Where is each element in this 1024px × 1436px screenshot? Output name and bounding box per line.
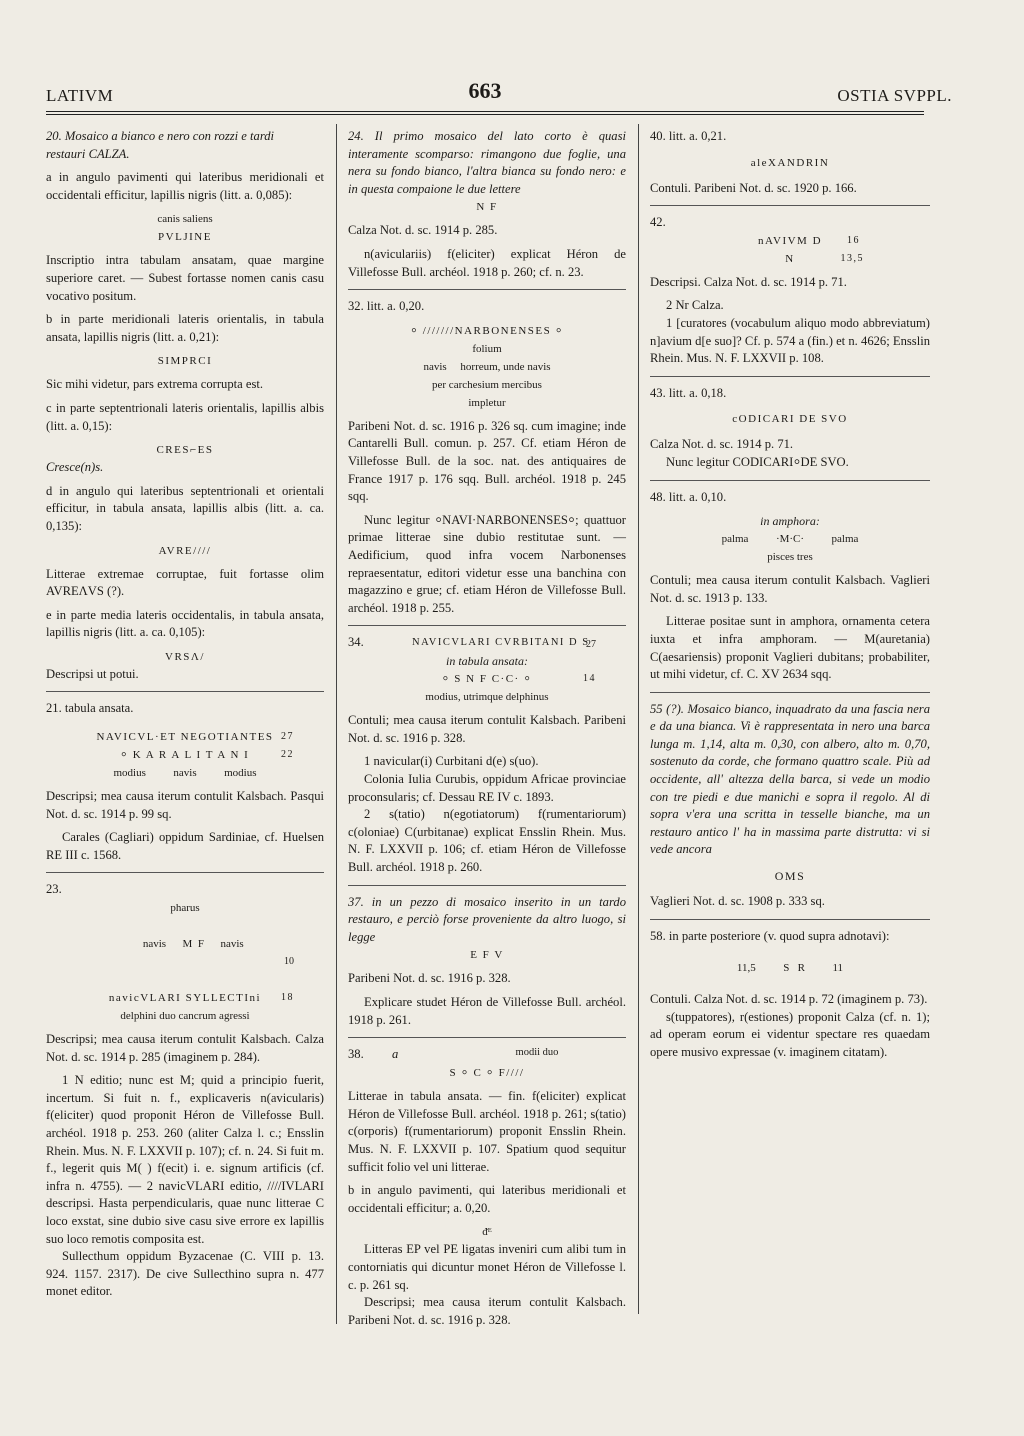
- entry-34-note-1: in tabula ansata:: [445, 654, 528, 669]
- page-header: [46, 78, 952, 108]
- entry-58-inscription: 11,5 S R 11: [736, 962, 844, 975]
- entry-20a: a in angulo pavimenti qui lateribus meridionali et occidentali efficitur, lapillis nigris (litt. a. 0,085):: [46, 170, 324, 202]
- entry-20c-text: Cresce(n)s.: [46, 460, 104, 475]
- entry-38-headline: [348, 1046, 626, 1064]
- entry-23-note-1: pharus: [170, 902, 200, 915]
- entry-20c-inscription: CRES⌐ES: [156, 444, 214, 457]
- entry-37-text: 37. in un pezzo di mosaico inserito in un tardo restauro, e perciò forse proveniente da altro luogo, si legge: [348, 894, 626, 944]
- entry-32-note-4: impletur: [468, 396, 506, 409]
- entry-20a-inscription: PVLJINE: [158, 231, 212, 244]
- entry-20e-inscription: VRSΛ/: [165, 650, 205, 663]
- entry-separator: [348, 1037, 626, 1038]
- entry-34-text-3: Colonia Iulia Curubis, oppidum Africae provinciae proconsularis; cf. Dessau RE IV c. 1893.: [348, 772, 626, 804]
- entry-24-inscription: N F: [476, 201, 498, 214]
- entry-23-text-3: Sullecthum oppidum Byzacenae (C. VIII p. 13. 924. 1157. 2317). De cive Sullecthino supra n. 477 monet editor.: [46, 1249, 324, 1299]
- entry-42-size-1: 16: [847, 234, 860, 246]
- entry-37-ref-2: Explicare studet Héron de Villefosse Bull. archéol. 1918 p. 261.: [348, 995, 626, 1027]
- entry-34-line-2: ⸰ S N F C·C· ⸰: [442, 673, 532, 686]
- entry-34-note-2: modius, utrimque delphinus: [425, 691, 549, 704]
- header-rule: [46, 111, 924, 112]
- page-number: 663: [468, 78, 502, 103]
- entry-23-head: 23.: [46, 882, 62, 897]
- entry-42-size-2: 13,5: [840, 252, 864, 264]
- entry-32-head: 32. litt. a. 0,20.: [348, 299, 425, 314]
- entry-38-text-1: Litterae in tabula ansata. — fin. f(eliciter) explicat Héron de Villefosse Bull. archéol. 1918 p. 261; s(tatio) c(orporis) f(rumentariorum) proponit Ensslin Rhein. Mus. N. F. LXXVII p. 107. Spatium quod sequitur sufficit folio vel uni litterae.: [348, 1089, 626, 1174]
- entry-separator: [650, 919, 930, 920]
- entry-40-ref: Contuli. Paribeni Not. d. sc. 1920 p. 166.: [650, 180, 857, 195]
- entry-separator: [348, 885, 626, 886]
- entry-48-note-1: in amphora:: [760, 514, 820, 529]
- entry-40-inscription: aleXANDRIN: [750, 156, 830, 169]
- entry-38-a: a: [392, 1047, 399, 1062]
- entry-58-text-2: s(tuppatores), r(estiones) proponit Calza (cf. n. 1); ad operam eorum ei videntur spectare res quaedam opere musivo expressae (v. imaginem citatam).: [650, 1009, 930, 1059]
- entry-21-line-2: ⸰ K A R A L I T A N I: [120, 749, 250, 762]
- entry-34-text-2: 1 navicular(i) Curbitani d(e) s(uo).: [364, 754, 539, 769]
- entry-34-text-4: 2 s(tatio) n(egotiatorum) f(rumentariorum) c(oloniae) C(urbitanae) explicat Ensslin Rhein. Mus. N. F. LXXVII p. 106; cf. etiam Héron de Villefosse Bull. archéol. 1918 p. 260.: [348, 807, 626, 875]
- column-left: [46, 128, 324, 1301]
- entry-32-text-2: Nunc legitur ⸰NAVI·NARBONENSES⸰; quattuor primae litterae sine dubio restitutae sunt. — Aedificium, quod infra vocem Narbonenses repraesentatur, editori videtur esse una banchina con magazzino e grue; cf. etiam Héron de Villefosse Bull. archéol. 1918 p. 255.: [348, 512, 626, 615]
- entry-20e: e in parte media lateris occidentalis, in tabula ansata, lapillis nigris (litt. a. ca. 0,105):: [46, 607, 324, 640]
- entry-20e-text: Descripsi ut potui.: [46, 666, 139, 681]
- entry-separator: [650, 692, 930, 693]
- entry-21-inscription-1: [46, 728, 324, 746]
- entry-20d-inscription: AVRE////: [158, 544, 212, 557]
- entry-21-inscription-2: [46, 746, 324, 764]
- entry-32-note-2: navis horreum, unde navis: [423, 360, 551, 373]
- entry-38-b: b in angulo pavimenti, qui lateribus meridionali et occidentali efficitur; a. 0,20.: [348, 1183, 626, 1215]
- entry-24-ref-1: Calza Not. d. sc. 1914 p. 285.: [348, 223, 498, 238]
- entry-43-head: 43. litt. a. 0,18.: [650, 385, 727, 400]
- entry-21-text-1: Descripsi; mea causa iterum contulit Kalsbach. Pasqui Not. d. sc. 1914 p. 99 sq.: [46, 789, 324, 821]
- entry-32-note-3: per carchesium mercibus: [432, 378, 542, 391]
- entry-separator: [650, 480, 930, 481]
- column-divider: [336, 124, 337, 1324]
- entry-34-headline: [348, 634, 626, 652]
- entry-38-head: 38.: [348, 1047, 364, 1062]
- entry-21-line-1: NAVICVL·ET NEGOTIANTES: [96, 731, 274, 744]
- entry-55-text: 55 (?). Mosaico bianco, inquadrato da una fascia nera e da una bianca. Vi è rappresentata in nero una barca lunga m. 1,14, alta m. 0,30, con albero, alto m. 0,70, sostenuto da corde, che formano quattro scale. Più ad occidente, all' altezza della barca, si vede un modio con tre piedi e due manichi e sopra il regolo. Al di sopra v'era una scritta in tesselle bianche, ma un restauro antico l' ha in massima parte distrutta: vi si vede ancora: [650, 701, 930, 857]
- entry-38-inscription: S ⸰ C ⸰ F////: [449, 1067, 525, 1080]
- entry-20c: c in parte septentrionali lateris orientalis, lapillis albis (litt. a. 0,15):: [46, 400, 324, 433]
- entry-20b-text: Sic mihi videtur, pars extrema corrupta est.: [46, 377, 264, 392]
- entry-23-text-1: Descripsi; mea causa iterum contulit Kalsbach. Calza Not. d. sc. 1914 p. 285 (imaginem p. 284).: [46, 1032, 324, 1064]
- entry-21-size-1: 27: [281, 731, 294, 743]
- column-right: [650, 128, 930, 1062]
- header-rule-thin: [46, 114, 924, 115]
- entry-37-inscription: E F V: [470, 949, 504, 962]
- entry-20a-note: canis saliens: [157, 213, 213, 226]
- entry-23-note-2: delphini duo cancrum agressi: [120, 1010, 250, 1023]
- entry-20-title-2: restauri CALZA.: [46, 146, 130, 161]
- entry-34-size-2: 14: [583, 673, 596, 685]
- entry-55-ref: Vaglieri Not. d. sc. 1908 p. 333 sq.: [650, 894, 825, 909]
- entry-23-inscription-1: [46, 917, 324, 989]
- entry-21-size-2: 22: [281, 749, 294, 761]
- entry-42-inscription-1: [650, 232, 930, 250]
- entry-34-size-1: 27: [586, 639, 596, 651]
- entry-48-text-2: Litterae positae sunt in amphora, ornamenta cetera iuxta et infra amphoram. — M(auretania) C(aesariensis) proponit Vaglieri dubitans; probabiliter, ut mihi videtur, cf. C. XV 2634 sqq.: [650, 614, 930, 682]
- entry-separator: [650, 376, 930, 377]
- entry-34-text-1: Contuli; mea causa iterum contulit Kalsbach. Paribeni Not. d. sc. 1916 p. 328.: [348, 713, 626, 745]
- header-right: OSTIA SVPPL.: [837, 86, 952, 105]
- entry-20b: b in parte meridionali lateris orientalis, in tabula ansata, lapillis nigris (litt. a. 0,21):: [46, 312, 324, 344]
- column-middle: [348, 128, 626, 1329]
- entry-38-ligature: ᵭᴱ: [482, 1226, 492, 1239]
- entry-42-text-2: 2 Nr Calza.: [666, 298, 724, 313]
- entry-20d-text: Litterae extremae corruptae, fuit fortasse olim AVREΛVS (?).: [46, 566, 324, 599]
- entry-43-text-1: Calza Not. d. sc. 1914 p. 71.: [650, 437, 794, 452]
- header-left: LATIVM: [46, 86, 114, 105]
- entry-23-inscription-2: [46, 989, 324, 1007]
- entry-42-inscription-2: [650, 250, 930, 268]
- entry-42-text-1: Descripsi. Calza Not. d. sc. 1914 p. 71.: [650, 274, 847, 289]
- entry-32-note-1: folium: [472, 342, 502, 355]
- entry-43-text-2: Nunc legitur CODICARI⸰DE SVO.: [666, 454, 849, 469]
- entry-34-head: 34.: [348, 635, 364, 650]
- entry-48-text-1: Contuli; mea causa iterum contulit Kalsbach. Vaglieri Not. d. sc. 1913 p. 133.: [650, 573, 930, 605]
- entry-23-text-2: 1 N editio; nunc est M; quid a principio fuerit, incertum. Si fuit n. f., explicaveris n(avicularis) f(eliciter) quod proponit Héron de Villefosse Bull. archéol. 1918 p. 253. 260 (aliter Calza l. c.; Ensslin Rhein. Mus. N. F. LXXVII p. 107); cf. n. 24. Si fuit m. f., legerit quis M( ) f(ecit) i. e. signum artificis (cf. infra n. 4755). — 2 naviсVLARI editio, ////IVLARI descripsi. Hasta perpendicularis, quae nunc litterae C loco exstat, sine dubio sive casu sive errore ex lapillis suo loco remotis composita est.: [46, 1073, 324, 1246]
- entry-23-line-1: navis M F navis: [142, 938, 244, 951]
- entry-48-note-2: pisces tres: [767, 551, 813, 564]
- entry-38-text-2: Litteras EP vel PE ligatas inveniri cum alibi tum in contorniatis qui dicuntur monet Héron de Villefosse l. c. p. 261 sq.: [348, 1242, 626, 1292]
- entry-38-note: modii duo: [515, 1047, 559, 1059]
- entry-42-head: 42.: [650, 215, 666, 230]
- entry-48-head: 48. litt. a. 0,10.: [650, 489, 727, 504]
- entry-55-inscription: OMS: [774, 869, 806, 884]
- entry-21-text-2: Carales (Cagliari) oppidum Sardiniae, cf. Huelsen RE III c. 1568.: [46, 830, 324, 862]
- entry-42-text-3: 1 [curatores (vocabulum aliquo modo abbreviatum) n]avium d[e suo]? Cf. p. 574 a (fin.) et n. 4626; Ensslin Rhein. Mus. N. F. LXXVII p. 108.: [650, 315, 930, 366]
- entry-separator: [348, 625, 626, 626]
- entry-separator: [650, 205, 930, 206]
- entry-separator: [348, 289, 626, 290]
- entry-40-head: 40. litt. a. 0,21.: [650, 129, 727, 143]
- entry-58-text-1: Contuli. Calza Not. d. sc. 1914 p. 72 (imaginem p. 73).: [650, 992, 928, 1007]
- entry-23-size-1: 10: [284, 956, 294, 968]
- column-divider: [638, 124, 639, 1314]
- entry-37-ref-1: Paribeni Not. d. sc. 1916 p. 328.: [348, 971, 511, 986]
- entry-42-line-2: N: [785, 252, 795, 265]
- entry-20d: d in angulo qui lateribus septentrionali et orientali efficitur, in tabula ansata, lapillis albis (litt. a. ca. 0,135):: [46, 483, 324, 533]
- entry-separator: [46, 872, 324, 873]
- entry-32-inscription: ⸰ ///////NARBONENSES ⸰: [410, 324, 564, 337]
- entry-38-text-3: Descripsi; mea causa iterum contulit Kalsbach. Paribeni Not. d. sc. 1916 p. 328.: [348, 1295, 626, 1327]
- entry-58-head: 58. in parte posteriore (v. quod supra adnotavi):: [650, 928, 890, 943]
- entry-23-size-2: 18: [281, 992, 294, 1004]
- entry-20a-text: Inscriptio intra tabulam ansatam, quae margine superiore caret. — Subest fortasse nomen canis casu vocativo positum.: [46, 253, 324, 303]
- entry-20b-inscription: SIMPRCI: [157, 355, 213, 368]
- entry-21-note: modius navis modius: [113, 767, 257, 780]
- entry-48-inscription: palma ·M·C· palma: [721, 533, 859, 546]
- entry-32-text-1: Paribeni Not. d. sc. 1916 p. 326 sq. cum imagine; inde Cantarelli Bull. comun. p. 257. Cf. etiam Héron de Villefosse Bull. de la soc. nat. des antiquaires de France 1917 p. 176 sqq. Bull. archéol. 1918 p. 245 sqq.: [348, 418, 626, 504]
- entry-separator: [46, 691, 324, 692]
- entry-23-line-2: navicVLARI SYLLECTIni: [108, 992, 262, 1005]
- entry-21-head: 21. tabula ansata.: [46, 701, 134, 716]
- entry-43-inscription: cODICARI DE SVO: [732, 413, 848, 426]
- entry-42-line-1: nAVIVM D: [757, 234, 823, 247]
- entry-34-inscription-2: [348, 670, 626, 688]
- entry-34-line-1: NAVICVLARI CVRBITANI D S: [412, 637, 590, 649]
- entry-24-ref-2: n(aviculariis) f(eliciter) explicat Héron de Villefosse Bull. archéol. 1918 p. 260; cf. n. 23.: [348, 246, 626, 279]
- entry-20-title: 20. Mosaico a bianco e nero con rozzi e tardi: [46, 129, 275, 143]
- entry-24-text: 24. Il primo mosaico del lato corto è quasi interamente scomparso: rimangono due foglie, una nera su fondo bianco, l'altra bianca su fondo nero: e in questa compaione le due lettere: [348, 129, 626, 196]
